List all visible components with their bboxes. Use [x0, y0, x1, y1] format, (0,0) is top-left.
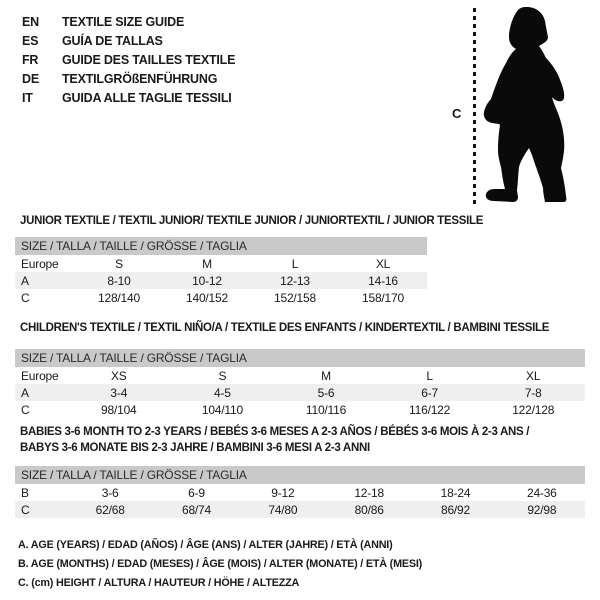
- table-cell: 110/116: [305, 402, 347, 417]
- table-row: [15, 367, 585, 384]
- height-measure-label: C: [452, 106, 462, 121]
- table-cell: S: [115, 256, 123, 271]
- row-label: C: [21, 402, 30, 417]
- table-row: [15, 484, 585, 501]
- table-cell: 12-13: [280, 273, 310, 288]
- height-measure-dotted-line: [473, 8, 476, 206]
- table-cell: 122/128: [512, 402, 555, 417]
- language-row-es: [22, 31, 235, 50]
- children-size-table: [15, 349, 585, 418]
- table-cell: 10-12: [192, 273, 222, 288]
- table-cell: 6-7: [421, 385, 438, 400]
- size-header-bar: SIZE / TALLA / TAILLE / GRÖSSE / TAGLIA: [15, 237, 427, 255]
- table-cell: 74/80: [268, 502, 298, 517]
- row-label: C: [21, 502, 30, 517]
- table-cell: 5-6: [317, 385, 335, 400]
- junior-table-rows: [15, 255, 427, 306]
- table-cell: S: [218, 368, 227, 383]
- table-cell: M: [321, 368, 331, 383]
- language-code: IT: [22, 90, 33, 105]
- babies-section-title-line2: BABYS 3-6 MONATE BIS 2-3 JAHRE / BAMBINI 3-6 MESI A 2-3 ANNI: [20, 442, 370, 454]
- table-cell: 152/158: [274, 290, 316, 305]
- table-row: [15, 384, 585, 401]
- table-cell: XL: [526, 368, 541, 383]
- language-title: GUIDA ALLE TAGLIE TESSILI: [62, 90, 232, 105]
- table-cell: 92/98: [527, 502, 557, 517]
- table-cell: 140/152: [186, 290, 228, 305]
- footnote-age-years: A. AGE (YEARS) / EDAD (AÑOS) / ÂGE (ANS) / ALTER (JAHRE) / ETÀ (ANNI): [18, 539, 393, 551]
- table-row: [15, 272, 427, 289]
- language-row-en: [22, 12, 235, 31]
- table-cell: 68/74: [181, 502, 211, 517]
- row-label: A: [21, 273, 29, 288]
- table-cell: 128/140: [98, 290, 140, 305]
- table-cell: 6-9: [188, 485, 205, 500]
- table-cell: 116/122: [409, 402, 451, 417]
- table-cell: 3-4: [110, 385, 128, 400]
- language-code: EN: [22, 14, 39, 29]
- language-title: TEXTILGRÖßENFÜHRUNG: [62, 71, 218, 86]
- table-cell: 98/104: [101, 402, 137, 417]
- table-row: [15, 255, 427, 272]
- language-title-block: [22, 12, 235, 107]
- table-cell: 3-6: [101, 485, 119, 500]
- table-row: [15, 501, 585, 518]
- babies-table-rows: [15, 484, 585, 518]
- table-cell: XL: [375, 256, 391, 271]
- language-title: GUÍA DE TALLAS: [62, 33, 163, 48]
- table-cell: 14-16: [368, 273, 398, 288]
- footnote-height-cm: C. (cm) HEIGHT / ALTURA / HAUTEUR / HÖHE / ALTEZZA: [18, 577, 300, 589]
- children-section-title: CHILDREN'S TEXTILE / TEXTIL NIÑO/A / TEXTILE DES ENFANTS / KINDERTEXTIL / BAMBINI TESSILE: [20, 322, 550, 334]
- table-row: [15, 401, 585, 418]
- row-label: Europe: [21, 368, 59, 383]
- table-cell: 158/170: [362, 290, 404, 305]
- table-cell: 24-36: [526, 485, 557, 500]
- table-cell: 12-18: [354, 485, 385, 500]
- table-cell: 18-24: [440, 485, 471, 500]
- table-cell: 104/110: [201, 402, 243, 417]
- row-label: Europe: [21, 256, 59, 271]
- size-header-bar: SIZE / TALLA / TAILLE / GRÖSSE / TAGLIA: [15, 349, 585, 367]
- language-code: DE: [22, 71, 39, 86]
- babies-size-table: [15, 466, 585, 518]
- table-cell: 86/92: [440, 502, 470, 517]
- table-cell: 7-8: [524, 385, 542, 400]
- footnote-legend: [18, 536, 422, 593]
- table-row: [15, 289, 427, 306]
- row-label: C: [21, 290, 30, 305]
- table-cell: 4-5: [214, 385, 231, 400]
- table-cell: L: [426, 368, 433, 383]
- language-code: ES: [22, 33, 39, 48]
- table-cell: 8-10: [107, 273, 131, 288]
- toddler-silhouette-image: [482, 4, 600, 204]
- language-row-fr: [22, 50, 235, 69]
- table-cell: 9-12: [271, 485, 295, 500]
- table-cell: XS: [110, 368, 127, 383]
- table-cell: 62/68: [95, 502, 125, 517]
- language-title: TEXTILE SIZE GUIDE: [62, 14, 185, 29]
- language-title: GUIDE DES TAILLES TEXTILE: [62, 52, 236, 67]
- junior-size-table: [15, 237, 427, 306]
- table-cell: L: [291, 256, 299, 271]
- children-table-rows: [15, 367, 585, 418]
- language-code: FR: [22, 52, 39, 67]
- row-label: A: [21, 385, 29, 400]
- junior-section-title: JUNIOR TEXTILE / TEXTIL JUNIOR/ TEXTILE JUNIOR / JUNIORTEXTIL / JUNIOR TESSILE: [20, 215, 484, 227]
- row-label: B: [21, 485, 29, 500]
- language-row-it: [22, 88, 235, 107]
- size-header-bar: SIZE / TALLA / TAILLE / GRÖSSE / TAGLIA: [15, 466, 585, 484]
- table-cell: 80/86: [354, 502, 384, 517]
- footnote-age-months: B. AGE (MONTHS) / EDAD (MESES) / ÂGE (MOIS) / ALTER (MONATE) / ETÀ (MESI): [18, 558, 423, 570]
- babies-section-title-line1: BABIES 3-6 MONTH TO 2-3 YEARS / BEBÉS 3-6 MESES A 2-3 AÑOS / BÉBÉS 3-6 MOIS À 2-3 ANS /: [20, 426, 530, 438]
- language-row-de: [22, 69, 235, 88]
- table-cell: M: [202, 256, 212, 271]
